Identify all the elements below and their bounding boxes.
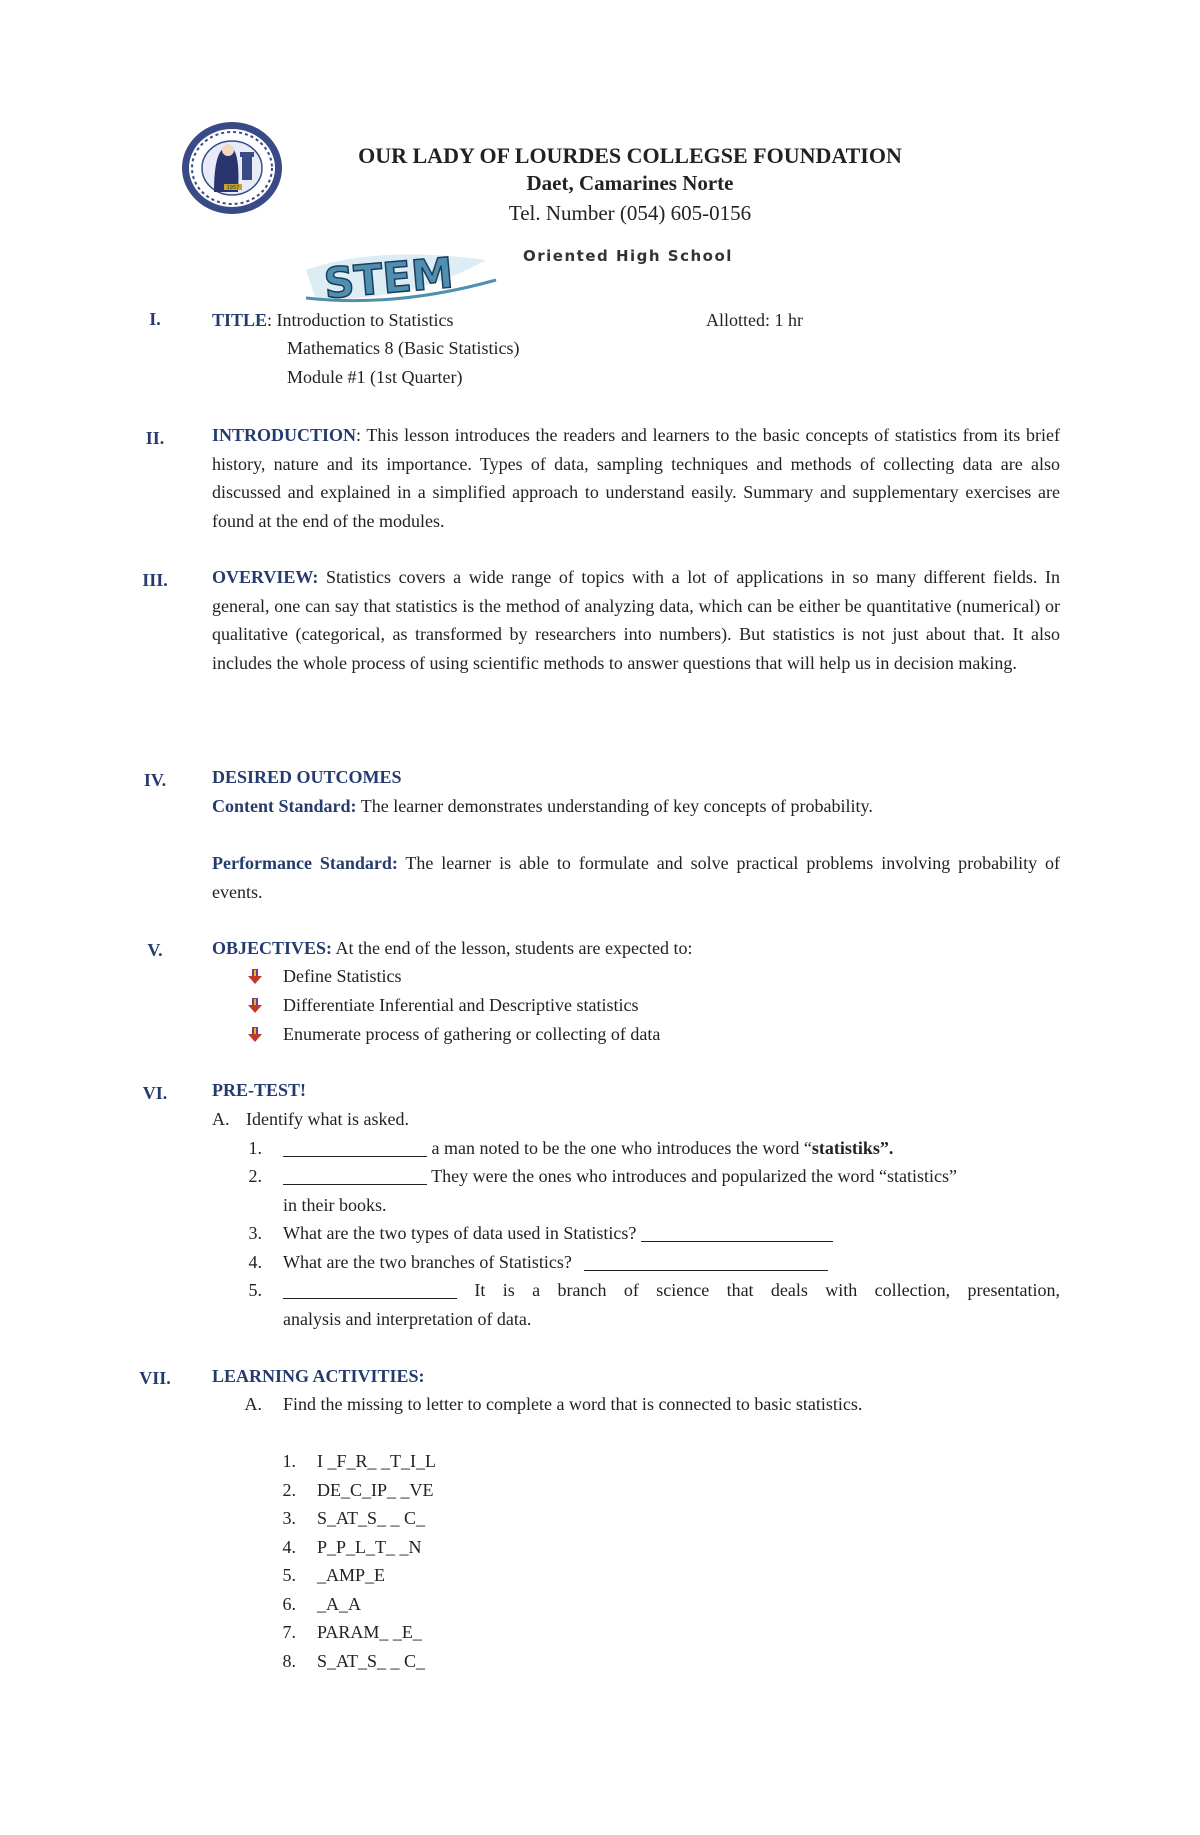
performance-standard-label: Performance Standard: — [212, 853, 398, 873]
pretest-question-1: a man noted to be the one who introduces the word “statistiks”. — [283, 1134, 893, 1162]
stem-logo — [296, 240, 816, 308]
answer-blank[interactable] — [283, 1138, 427, 1157]
activities-heading: LEARNING ACTIVITIES: — [212, 1366, 425, 1386]
outcomes-heading: DESIRED OUTCOMES — [212, 767, 402, 787]
school-telephone: Tel. Number (054) 605-0156 — [508, 201, 752, 225]
question-1-bold-word: statistiks”. — [811, 1138, 894, 1158]
introduction-text: : This lesson introduces the readers and learners to the basic concepts of statistics from its brief history, nature and its importance. Types of data, sampling techniques and methods of collecting data are also discussed and explained in a simplified approach to understand easily. Summary and supplementary exercises are found at the end of the modules. — [212, 425, 1060, 531]
missing-letter-word: _AMP_E — [317, 1565, 386, 1585]
objective-item: Define Statistics — [283, 966, 402, 986]
pretest-part-letter: A. — [212, 1109, 230, 1129]
overview-text: Statistics covers a wide range of topics with a lot of applications in so many different fields. In general, one can say that statistics is the method of analyzing data, which can be either be quantitative (numerical) or qualitative (categorical, as transformed by researchers into numbers). But statistics is not just about that. It also includes the whole process of using scientific methods to answer questions that will help us in decision making. — [212, 567, 1060, 673]
overview-paragraph — [212, 563, 1060, 677]
title-line-2: Mathematics 8 (Basic Statistics) — [287, 338, 520, 358]
word-number: 4. — [282, 1537, 296, 1557]
answer-blank[interactable] — [641, 1223, 833, 1242]
missing-letter-word: DE_C_IP_ _VE — [317, 1480, 434, 1500]
arrow-bullet-icon — [246, 968, 264, 986]
arrow-bullet-icon — [246, 997, 264, 1015]
word-number: 1. — [282, 1451, 296, 1471]
seal-year: 1957 — [226, 185, 240, 191]
section-number-outcomes: IV. — [143, 770, 167, 790]
section-number-overview: III. — [142, 570, 168, 590]
school-name: OUR LADY OF LOURDES COLLEGSE FOUNDATION — [358, 143, 902, 168]
pretest-question-5: It is a branch of science that deals with collection, presentation, — [283, 1276, 1060, 1304]
missing-letter-word: S_AT_S_ _ C_ — [317, 1508, 426, 1528]
pretest-question-4: What are the two branches of Statistics? — [283, 1248, 828, 1276]
word-number: 2. — [282, 1480, 296, 1500]
answer-blank[interactable] — [584, 1252, 828, 1271]
title-line-3: Module #1 (1st Quarter) — [287, 367, 463, 387]
pretest-heading: PRE-TEST! — [212, 1080, 307, 1100]
title-row: TITLE: Introduction to Statistics — [212, 310, 454, 330]
missing-letter-word: PARAM_ _E_ — [317, 1622, 422, 1642]
content-standard-label: Content Standard: — [212, 796, 357, 816]
school-location: Daet, Camarines Norte — [526, 171, 734, 195]
content-standard — [212, 792, 1060, 821]
question-number: 3. — [248, 1223, 262, 1243]
objectives-intro: At the end of the lesson, students are expected to: — [332, 938, 693, 958]
introduction-paragraph — [212, 421, 1060, 535]
word-number: 6. — [282, 1594, 296, 1614]
answer-blank[interactable] — [283, 1280, 457, 1299]
brand-tagline: Oriented High School — [523, 247, 733, 265]
question-number: 2. — [248, 1166, 262, 1186]
pretest-question-2: They were the ones who introduces and popularized the word “statistics” — [283, 1162, 957, 1190]
introduction-label: INTRODUCTION — [212, 425, 357, 445]
objectives-row — [212, 934, 692, 962]
answer-blank[interactable] — [283, 1166, 427, 1185]
missing-letter-word: P_P_L_T_ _N — [317, 1537, 422, 1557]
missing-letter-word: _A_A — [317, 1594, 361, 1614]
stem-brand-word: STEM — [321, 248, 456, 308]
activities-instruction: Find the missing to letter to complete a word that is connected to basic statistics. — [283, 1394, 863, 1414]
title-label: TITLE — [212, 310, 268, 330]
pretest-question-3: What are the two types of data used in Statistics? — [283, 1219, 833, 1247]
word-number: 8. — [282, 1651, 296, 1671]
question-number: 1. — [248, 1138, 262, 1158]
overview-label: OVERVIEW: — [212, 567, 319, 587]
activities-part-letter: A. — [244, 1394, 262, 1414]
word-number: 7. — [282, 1622, 296, 1642]
title-line-1: Introduction to Statistics — [276, 310, 454, 330]
word-number: 3. — [282, 1508, 296, 1528]
question-2-continuation: in their books. — [283, 1195, 387, 1215]
objectives-label: OBJECTIVES: — [212, 938, 333, 958]
question-5-continuation: analysis and interpretation of data. — [283, 1309, 532, 1329]
performance-standard-text: The learner is able to formulate and solve practical problems involving probability of events. — [212, 853, 1060, 902]
section-number-objectives: V. — [147, 940, 163, 960]
section-number-title: I. — [149, 309, 161, 329]
missing-letter-word: S_AT_S_ _ C_ — [317, 1651, 426, 1671]
word-number: 5. — [282, 1565, 296, 1585]
section-number-introduction: II. — [145, 428, 165, 448]
content-standard-text: The learner demonstrates understanding of key concepts of probability. — [356, 796, 873, 816]
school-seal-logo — [180, 120, 284, 216]
question-number: 4. — [248, 1252, 262, 1272]
section-number-activities: VII. — [139, 1368, 171, 1388]
allotted-time: Allotted: 1 hr — [706, 310, 803, 330]
missing-letter-word: I _F_R_ _T_I_L — [317, 1451, 436, 1471]
objective-item: Enumerate process of gathering or collecting of data — [283, 1024, 661, 1044]
question-number: 5. — [248, 1280, 262, 1300]
arrow-bullet-icon — [246, 1026, 264, 1044]
pretest-instruction: Identify what is asked. — [246, 1109, 409, 1129]
objective-item: Differentiate Inferential and Descriptive statistics — [283, 995, 639, 1015]
performance-standard — [212, 849, 1060, 906]
section-number-pretest: VI. — [142, 1083, 168, 1103]
